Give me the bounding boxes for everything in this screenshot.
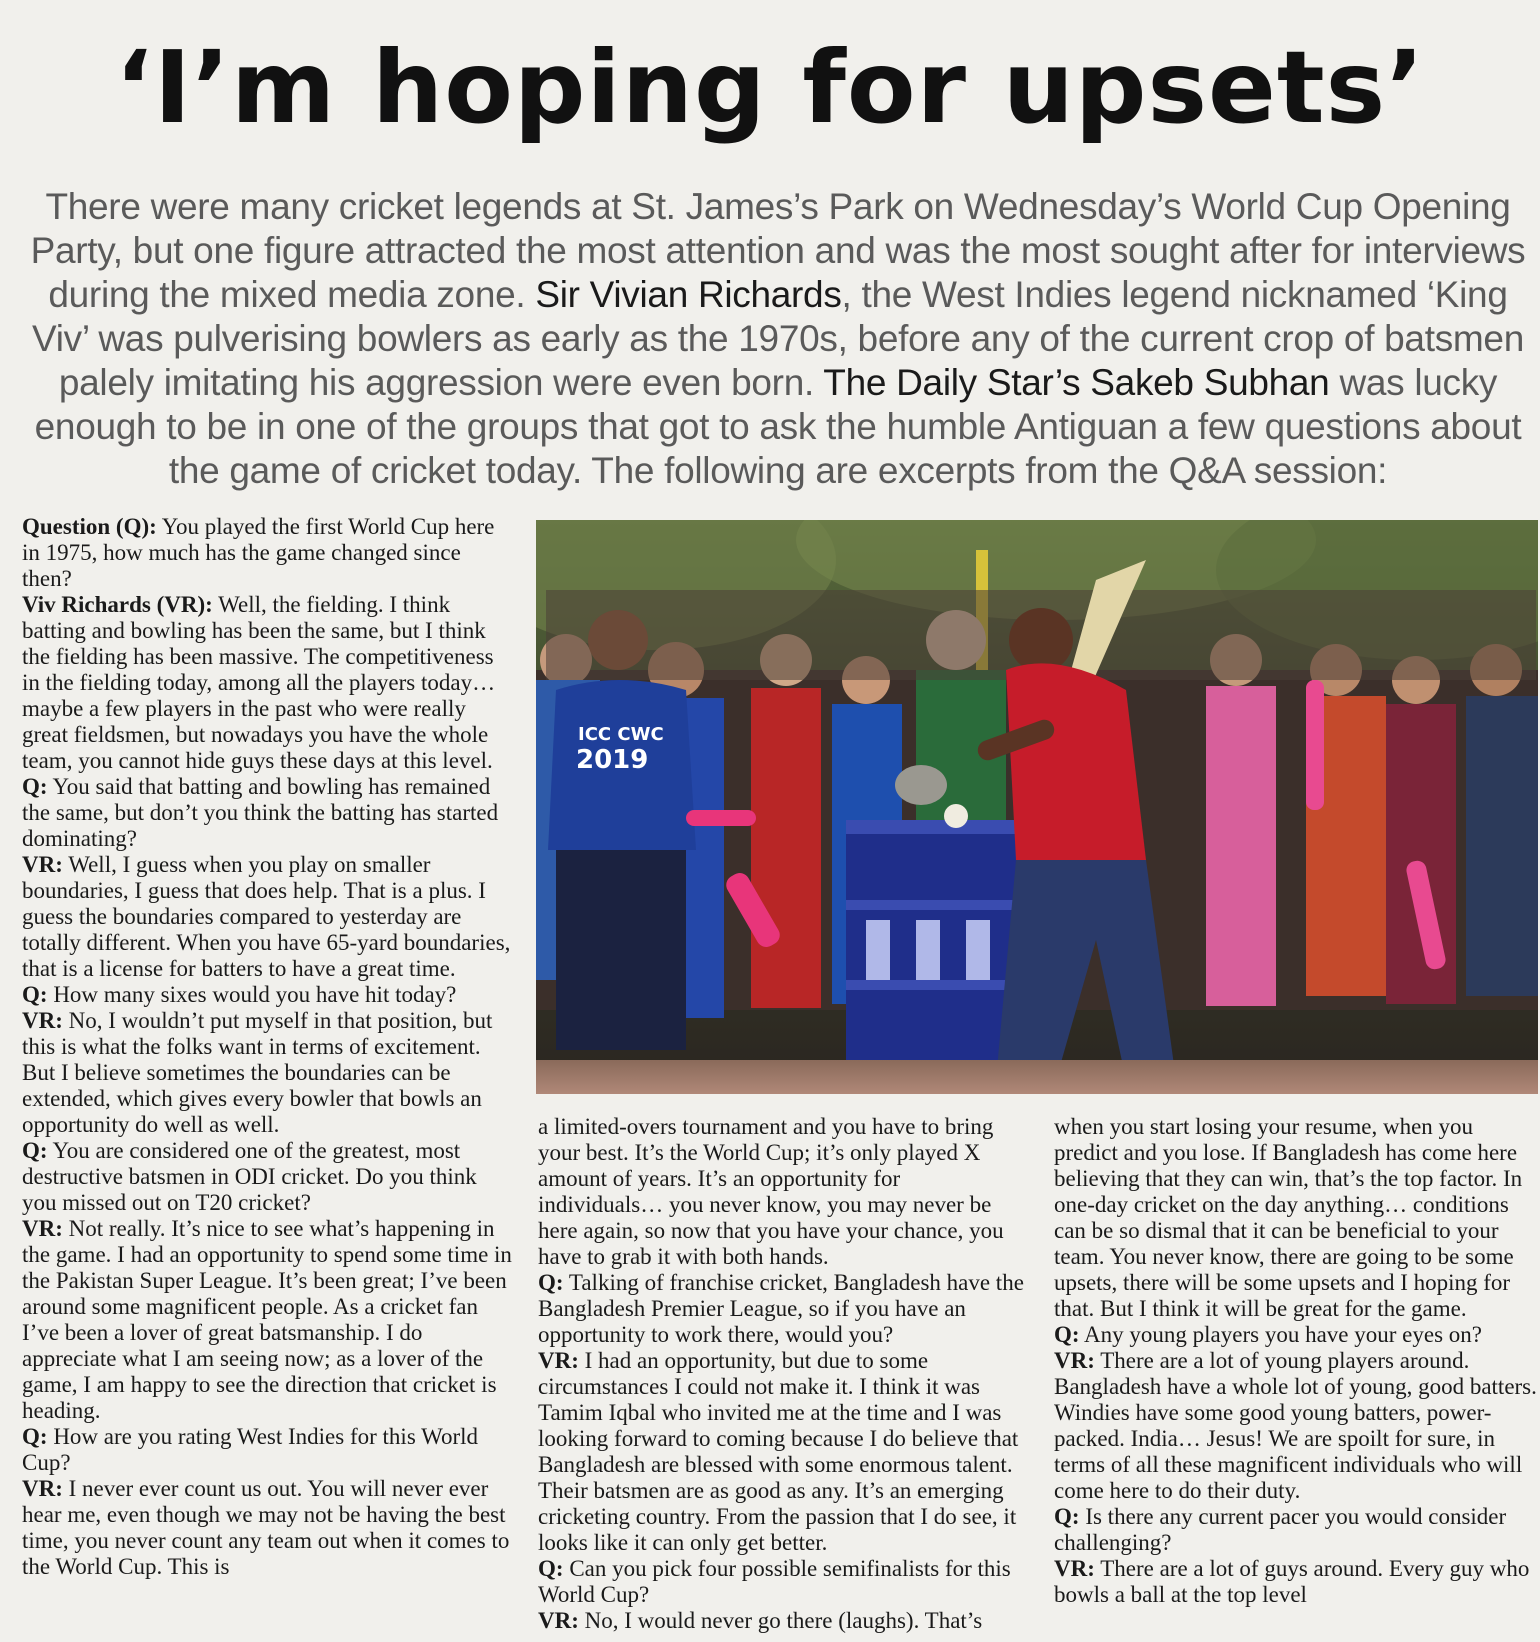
qa-paragraph <box>1054 1504 1538 1556</box>
photo-viv-richards-batting <box>536 520 1538 1094</box>
article-column-3 <box>1054 1114 1538 1642</box>
qa-paragraph <box>22 1476 512 1580</box>
paragraph-text: I never ever count us out. You will never ever hear me, even though we may not be having the best time, you never count any team out when it comes to the World Cup. This is <box>22 1476 510 1579</box>
intro-byline: The Daily Star’s Sakeb Subhan <box>823 362 1330 403</box>
qa-paragraph <box>22 1216 512 1424</box>
speaker-label: Q: <box>22 982 48 1007</box>
article-column-2 <box>538 1114 1028 1642</box>
paragraph-text: a limited-overs tournament and you have to bring your best. It’s the World Cup; it’s only played X amount of years. It’s an opportunity for individuals… you never know, you may never be here again, so now that you have your chance, you have to grab it with both hands. <box>538 1114 1004 1269</box>
qa-paragraph <box>538 1608 1028 1634</box>
speaker-label: VR: <box>22 1476 63 1501</box>
qa-paragraph <box>22 774 512 852</box>
speaker-label: VR: <box>22 1216 63 1241</box>
paragraph-text: Is there any current pacer you would consider challenging? <box>1054 1504 1507 1555</box>
speaker-label: Question (Q): <box>22 514 157 539</box>
qa-paragraph <box>22 1138 512 1216</box>
intro-text-1: There were many cricket legends at St. James’s Park on Wednesday’s World Cup Opening Party, but one figure attracted the most attention and was the most sought after for interviews during the mixed media zone. <box>30 186 1526 315</box>
speaker-label: VR: <box>1054 1556 1095 1581</box>
speaker-label: Q: <box>538 1556 564 1581</box>
speaker-label: VR: <box>538 1348 579 1373</box>
qa-paragraph <box>22 592 512 774</box>
intro-text-2: , the West Indies legend nicknamed ‘King Viv’ was pulverising bowlers as early as the 1970s, before any of the current crop of batsmen palely imitating his aggression were even born. <box>32 274 1524 403</box>
qa-paragraph <box>22 514 512 592</box>
qa-paragraph <box>538 1270 1028 1348</box>
qa-paragraph <box>538 1348 1028 1556</box>
paragraph-text: You played the first World Cup here in 1975, how much has the game changed since then? <box>22 514 495 591</box>
qa-paragraph <box>538 1556 1028 1608</box>
intro-standfirst <box>28 185 1528 493</box>
headline: ‘I’m hoping for upsets’ <box>114 29 1426 146</box>
paragraph-text: No, I wouldn’t put myself in that position, but this is what the folks want in terms of excitement. But I believe sometimes the boundaries can be extended, which gives every bowler that bowls an opportunity do well as well. <box>22 1008 493 1137</box>
paragraph-text: Well, I guess when you play on smaller boundaries, I guess that does help. That is a plus. I guess the boundaries compared to yesterday are totally different. When you have 65-yard boundaries, that is a license for batters to have a great time. <box>22 852 511 981</box>
intro-name-viv-richards: Sir Vivian Richards <box>535 274 842 315</box>
speaker-label: VR: <box>22 1008 63 1033</box>
paragraph-text: I had an opportunity, but due to some circumstances I could not make it. I think it was Tamim Iqbal who invited me at the time and I was looking forward to coming because I do believe that Bangladesh are blessed with some enormous talent. Their batsmen are as good as any. It’s an emerging cricketing country. From the passion that I do see, it looks like it can only get better. <box>538 1348 1019 1555</box>
speaker-label: Viv Richards (VR): <box>22 592 213 617</box>
speaker-label: Q: <box>1054 1322 1080 1347</box>
qa-paragraph <box>538 1114 1028 1270</box>
speaker-label: Q: <box>538 1270 564 1295</box>
qa-paragraph <box>1054 1348 1538 1504</box>
speaker-label: VR: <box>538 1608 579 1633</box>
shirt-text-1: ICC CWC <box>578 724 664 745</box>
intro-text-3: was lucky enough to be in one of the groups that got to ask the humble Antiguan a few questions about the game of cricket today. The following are excerpts from the Q&A session: <box>34 362 1522 491</box>
speaker-label: Q: <box>1054 1504 1080 1529</box>
speaker-label: VR: <box>22 852 63 877</box>
paragraph-text: Not really. It’s nice to see what’s happening in the game. I had an opportunity to spend some time in the Pakistan Super League. It’s been great; I’ve been around some magnificent people. As a cricket fan I’ve been a lover of great batsmanship. I do appreciate what I am seeing now; as a lover of the game, I am happy to see the direction that cricket is heading. <box>22 1216 512 1423</box>
paragraph-text: No, I would never go there (laughs). That’s <box>578 1608 983 1633</box>
qa-paragraph <box>1054 1322 1538 1348</box>
paragraph-text: Talking of franchise cricket, Bangladesh have the Bangladesh Premier League, so if you have an opportunity to work there, would you? <box>538 1270 1024 1347</box>
qa-paragraph <box>1054 1114 1538 1322</box>
qa-paragraph <box>22 1008 512 1138</box>
paragraph-text: Can you pick four possible semifinalists for this World Cup? <box>538 1556 1011 1607</box>
paragraph-text: How are you rating West Indies for this World Cup? <box>22 1424 479 1475</box>
article-photo <box>536 520 1538 1094</box>
paragraph-text: You said that batting and bowling has remained the same, but don’t you think the batting has started dominating? <box>22 774 499 851</box>
speaker-label: Q: <box>22 1424 48 1449</box>
article-column-1 <box>22 514 512 1642</box>
paragraph-text: There are a lot of young players around. Bangladesh have a whole lot of young, good batters. Windies have some good young batters, power-packed. India… Jesus! We are spoilt for sure, in terms of all these magnificent individuals who will come here to do their duty. <box>1054 1348 1537 1503</box>
paragraph-text: You are considered one of the greatest, most destructive batsmen in ODI cricket. Do you think you missed out on T20 cricket? <box>22 1138 477 1215</box>
shirt-text-2: 2019 <box>576 745 649 775</box>
speaker-label: VR: <box>1054 1348 1095 1373</box>
paragraph-text: How many sixes would you have hit today? <box>47 982 457 1007</box>
speaker-label: Q: <box>22 774 48 799</box>
qa-paragraph <box>22 982 512 1008</box>
speaker-label: Q: <box>22 1138 48 1163</box>
qa-paragraph <box>22 852 512 982</box>
paragraph-text: There are a lot of guys around. Every guy who bowls a ball at the top level <box>1054 1556 1530 1607</box>
qa-paragraph <box>1054 1556 1538 1608</box>
paragraph-text: Well, the fielding. I think batting and bowling has been the same, but I think the fielding has been massive. The competitiveness in the fielding today, among all the players today… maybe a few players in the past who were really great fieldsmen, but nowadays you have the whole team, you cannot hide guys these days at this level. <box>22 592 496 773</box>
qa-paragraph <box>22 1424 512 1476</box>
paragraph-text: when you start losing your resume, when you predict and you lose. If Bangladesh has come here believing that they can win, that’s the top factor. In one-day cricket on the day anything… conditions can be so dismal that it can be beneficial to your team. You never know, there are going to be some upsets, there will be some upsets and I hoping for that. But I think it will be great for the game. <box>1054 1114 1523 1321</box>
paragraph-text: Any young players you have your eyes on? <box>1079 1322 1482 1347</box>
